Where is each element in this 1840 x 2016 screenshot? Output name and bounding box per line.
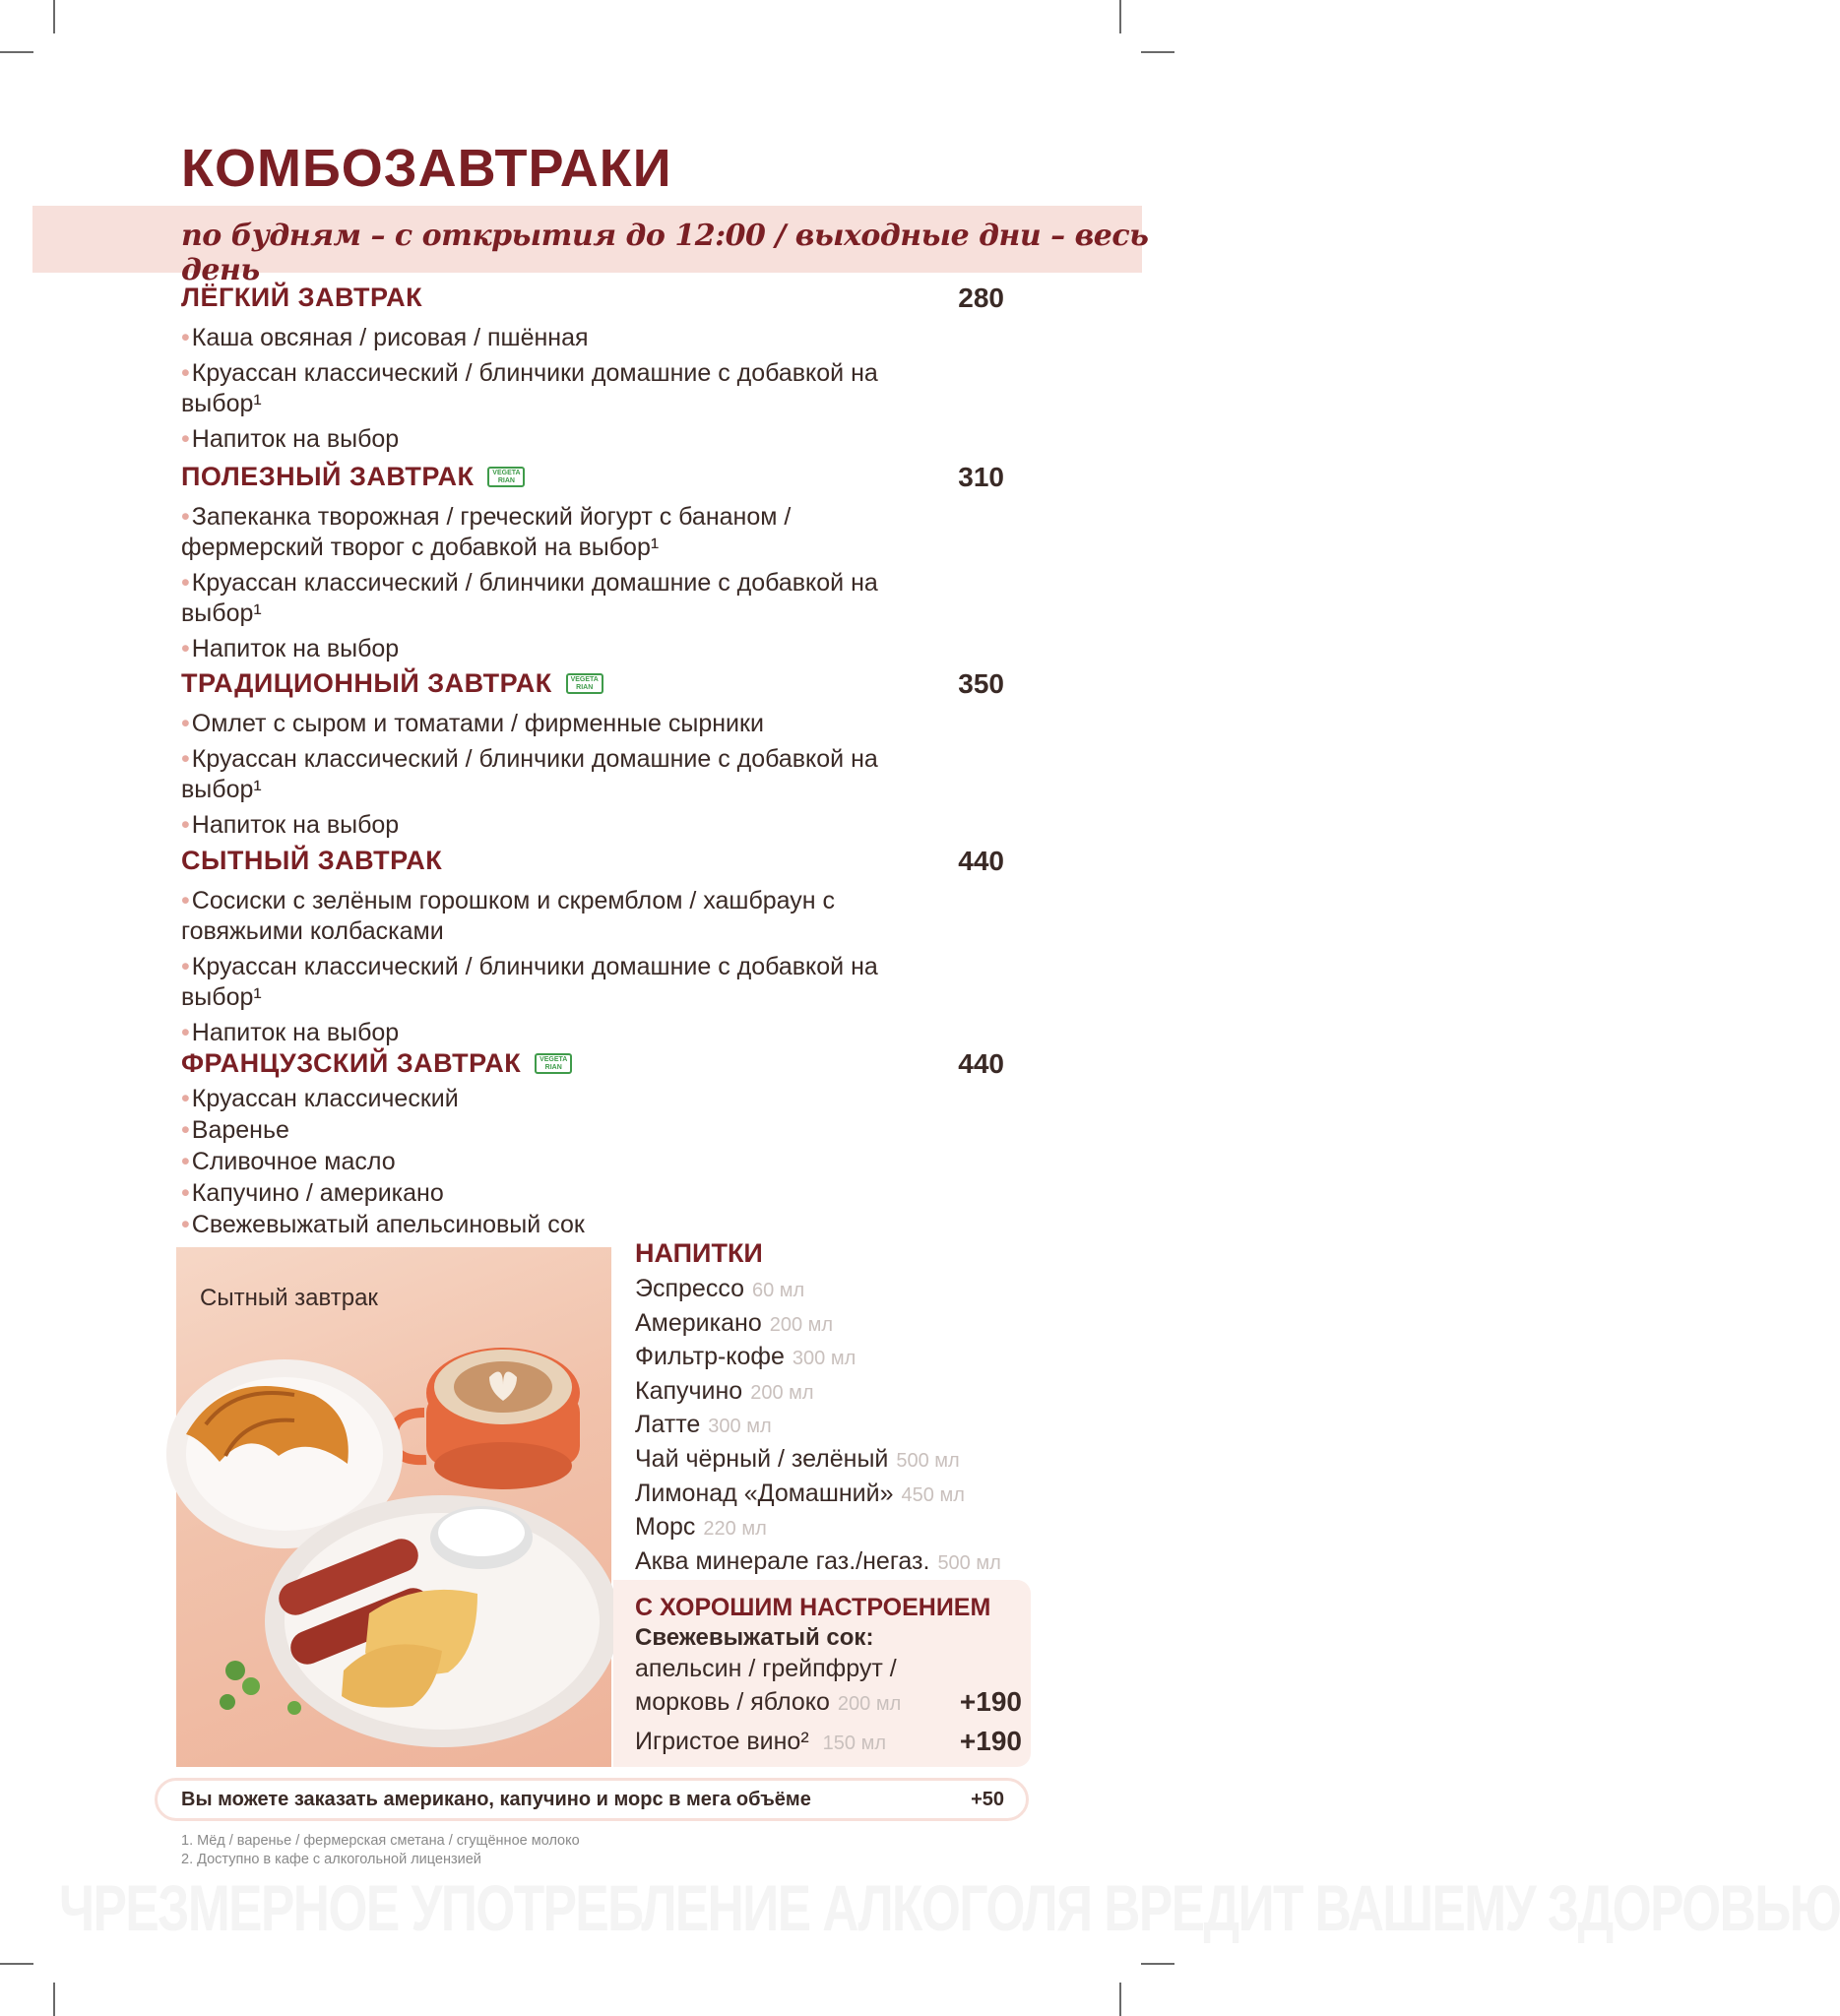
combo-traditional	[181, 668, 1008, 841]
page-title: КОМБОЗАВТРАКИ	[181, 139, 672, 198]
combo-hearty	[181, 846, 1008, 1048]
juice-price: +190	[959, 1686, 1022, 1717]
wine-line: Игристое вино² 150 мл +190	[635, 1726, 1022, 1756]
mega-volume-bar	[155, 1778, 1029, 1821]
menu-item: •Круассан классический / блинчики домашние с добавкой на выбор¹	[181, 745, 878, 803]
drinks-title: НАПИТКИ	[635, 1238, 763, 1268]
menu-item: •Круассан классический / блинчики домашние с добавкой на выбор¹	[181, 953, 878, 1011]
menu-item: •Омлет с сыром и томатами / фирменные сырники	[181, 710, 764, 737]
section-header	[181, 283, 1008, 318]
menu-item: •Варенье	[181, 1116, 289, 1144]
combo-healthy	[181, 462, 1008, 664]
section-price: 310	[958, 462, 1004, 492]
menu-item: •Сосиски с зелёным горошком и скремблом / хашбраун с говяжьими колбасками	[181, 887, 836, 945]
drink-item: Американо 200 мл	[635, 1308, 834, 1337]
juice-line: морковь / яблоко 200 мл +190	[635, 1686, 1022, 1717]
drink-item: Чай чёрный / зелёный 500 мл	[635, 1444, 960, 1473]
footnote-2: 2. Доступно в кафе с алкогольной лицензией	[181, 1852, 481, 1867]
schedule-subtitle: по будням – с открытия до 12:00 / выходные дни – весь день	[181, 219, 1149, 287]
section-title: СЫТНЫЙ ЗАВТРАК	[181, 846, 443, 875]
section-price: 440	[958, 1048, 1004, 1079]
juice-line: апельсин / грейпфрут /	[635, 1655, 897, 1682]
menu-item: •Напиток на выбор	[181, 811, 400, 839]
drink-item: Латте 300 мл	[635, 1411, 772, 1439]
section-header	[181, 1048, 1008, 1084]
crop-mark	[53, 0, 55, 33]
menu-item: •Напиток на выбор	[181, 425, 400, 453]
vegetarian-badge-icon: VEGETA RIAN	[566, 673, 603, 694]
menu-item: •Круассан классический	[181, 1085, 459, 1112]
mega-volume-price: +50	[971, 1789, 1004, 1810]
mega-volume-text: Вы можете заказать американо, капучино и морс в мега объёме	[181, 1789, 811, 1810]
section-price: 280	[958, 283, 1004, 313]
menu-item: •Круассан классический / блинчики домашние с добавкой на выбор¹	[181, 569, 878, 627]
crop-mark	[1141, 51, 1174, 53]
vegetarian-badge-icon: VEGETA RIAN	[487, 467, 525, 487]
drink-item: Лимонад «Домашний» 450 мл	[635, 1479, 965, 1507]
menu-item: •Каша овсяная / рисовая / пшённая	[181, 324, 589, 351]
breakfast-illustration-icon	[176, 1247, 611, 1767]
crop-mark	[1119, 0, 1121, 33]
section-price: 350	[958, 668, 1004, 699]
photo-caption: Сытный завтрак	[200, 1285, 378, 1311]
vegetarian-badge-icon: VEGETA RIAN	[535, 1053, 572, 1074]
drink-item: Капучино 200 мл	[635, 1376, 814, 1405]
section-header	[181, 462, 1008, 497]
section-header	[181, 668, 1008, 704]
section-header	[181, 846, 1008, 881]
good-mood-content	[635, 1594, 1024, 1760]
wine-price: +190	[959, 1726, 1022, 1756]
footnote-1: 1. Мёд / варенье / фермерская сметана / сгущённое молоко	[181, 1833, 580, 1849]
crop-mark	[1119, 1983, 1121, 2016]
section-title: ЛЁГКИЙ ЗАВТРАК	[181, 283, 423, 312]
juice-title: Свежевыжатый сок:	[635, 1624, 874, 1651]
crop-mark	[0, 51, 33, 53]
combo-light	[181, 283, 1008, 455]
good-mood-title: С ХОРОШИМ НАСТРОЕНИЕМ	[635, 1594, 991, 1621]
menu-item: •Запеканка творожная / греческий йогурт с бананом / фермерский творог с добавкой на выбор¹	[181, 503, 792, 561]
combo-french	[181, 1048, 1008, 1240]
section-title: ФРАНЦУЗСКИЙ ЗАВТРАК	[181, 1048, 522, 1078]
drink-item: Эспрессо 60 мл	[635, 1275, 805, 1302]
section-title: ТРАДИЦИОННЫЙ ЗАВТРАК	[181, 668, 552, 698]
crop-mark	[53, 1983, 55, 2016]
section-price: 440	[958, 846, 1004, 876]
crop-mark	[0, 1963, 33, 1965]
food-photo	[176, 1247, 611, 1767]
drinks-section	[635, 1238, 1048, 1579]
menu-item: •Напиток на выбор	[181, 635, 400, 662]
menu-item: •Напиток на выбор	[181, 1019, 400, 1046]
menu-item: •Капучино / американо	[181, 1179, 444, 1207]
menu-item: •Свежевыжатый апельсиновый сок	[181, 1211, 585, 1238]
drink-item: Аква минерале газ./негаз. 500 мл	[635, 1546, 1001, 1575]
alcohol-warning: ЧРЕЗМЕРНОЕ УПОТРЕБЛЕНИЕ АЛКОГОЛЯ ВРЕДИТ ВАШЕМУ ЗДОРОВЬЮ	[59, 1871, 1840, 1944]
drink-item: Фильтр-кофе 300 мл	[635, 1343, 857, 1371]
crop-mark	[1141, 1963, 1174, 1965]
drink-item: Морс 220 мл	[635, 1513, 767, 1542]
section-title: ПОЛЕЗНЫЙ ЗАВТРАК	[181, 462, 475, 491]
menu-item: •Сливочное масло	[181, 1148, 396, 1175]
menu-item: •Круассан классический / блинчики домашние с добавкой на выбор¹	[181, 359, 878, 417]
good-mood-box	[613, 1580, 1031, 1767]
